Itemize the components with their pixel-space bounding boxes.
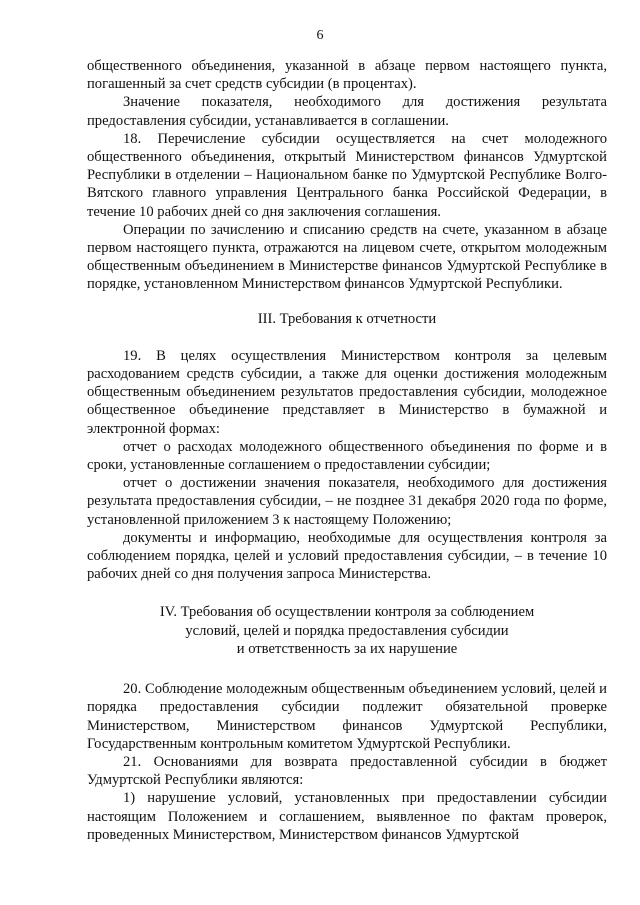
paragraph: Операции по зачислению и списанию средств на счете, указанном в абзаце первом настоящего пункта, отражаются на лицевом счете, открытом молодежным общественным объединением в Министерстве финансов Удмуртской Республике в порядке, установленном Министерством финансов Удмуртской Республики. [87,221,607,293]
heading-line: IV. Требования об осуществлении контроля за соблюдением [159,604,535,621]
paragraph: документы и информацию, необходимые для осуществления контроля за соблюдением порядка, целей и условий предоставления субсидии, – в течение 10 рабочих дней со дня получения запроса Министерства. [87,529,607,583]
section-heading-3: III. Требования к отчетности [257,310,437,327]
document-body [87,57,607,844]
paragraph-clause-20: 20. Соблюдение молодежным общественным объединением условий, целей и порядка предоставления субсидии подлежит обязательной проверке Министерством, Министерством финансов Удмуртской Республики, Государственным контрольным комитетом Удмуртской Республики. [87,681,607,752]
page-number: 6 [316,28,324,43]
heading-line: и ответственность за их нарушение [236,640,458,657]
paragraph-list-item: 1) нарушение условий, установленных при предоставлении субсидии настоящим Положением и соглашением, выявленное по фактам проверок, проведенных Министерством, Министерством финансов Удмуртской [87,790,607,843]
section-heading-4 [87,603,607,658]
paragraph: Значение показателя, необходимого для достижения результата предоставления субсидии, устанавливается в соглашении. [87,94,607,129]
heading-line: условий, целей и порядка предоставления субсидии [185,622,509,639]
paragraph: отчет о расходах молодежного общественного объединения по форме и в сроки, установленные соглашением о предоставлении субсидии; [87,438,607,474]
paragraph: отчет о достижении значения показателя, необходимого для достижения результата предоставления субсидии, – не позднее 31 декабря 2020 года по форме, установленной приложением 3 к настоящему Положению; [87,475,607,528]
paragraph-clause-21: 21. Основаниями для возврата предоставленной субсидии в бюджет Удмуртской Республики являются: [87,753,607,789]
paragraph-clause-19: 19. В целях осуществления Министерством контроля за целевым расходованием средств субсидии, а также для оценки достижения молодежным общественным объединением результатов предоставления субсидии, молодежное общественное объединение представляет в Министерство в бумажной и электронной формах: [87,347,607,437]
paragraph-continuation: общественного объединения, указанной в абзаце первом настоящего пункта, погашенный за счет средств субсидии (в процентах). [87,58,607,93]
paragraph-clause-18: 18. Перечисление субсидии осуществляется на счет молодежного общественного объединения, открытый Министерством финансов Удмуртской Республики в отделении – Национальном банке по Удмуртской Республике Волго-Вятского главного управления Центрального банка Российской Федерации, в течение 10 рабочих дней со дня заключения соглашения. [87,130,607,220]
